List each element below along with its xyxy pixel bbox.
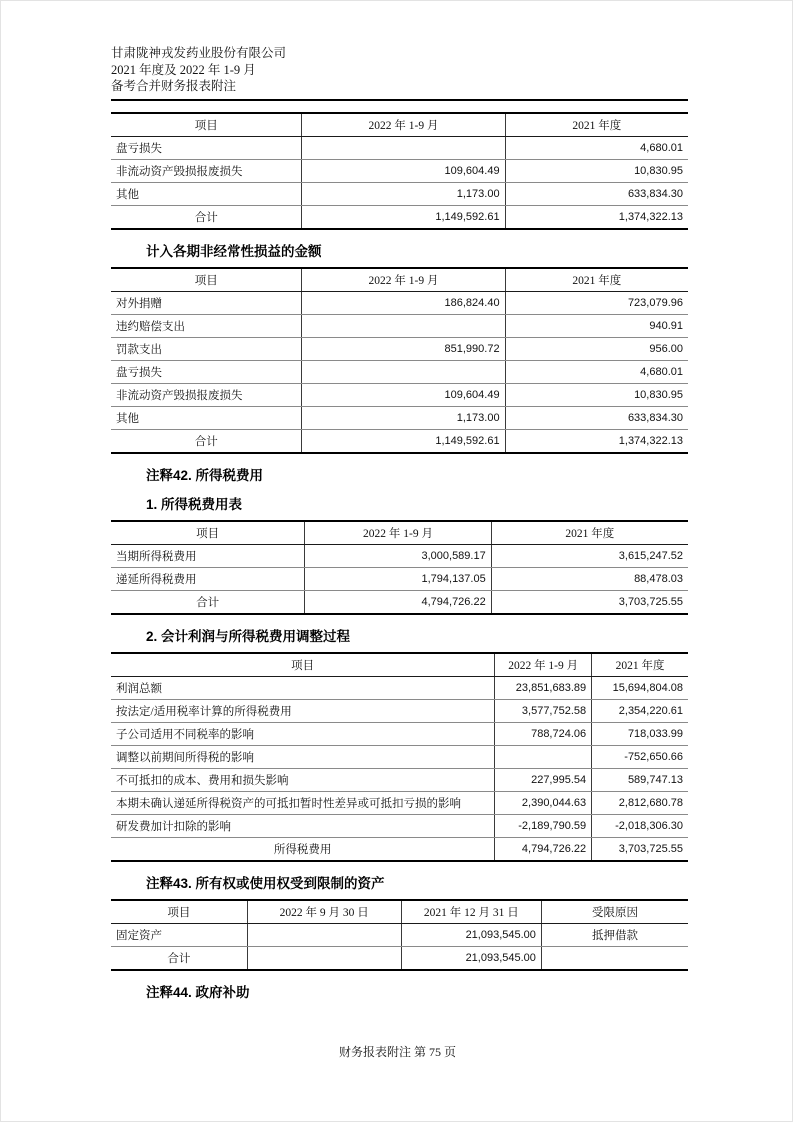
cell-value: 21,093,545.00 <box>401 946 541 970</box>
cell-value: 3,000,589.17 <box>305 544 491 567</box>
cell-value: 4,794,726.22 <box>305 590 491 614</box>
cell-value: 851,990.72 <box>302 337 505 360</box>
cell-value: -752,650.66 <box>592 745 688 768</box>
row-label: 不可抵扣的成本、费用和损失影响 <box>111 768 495 791</box>
cell-value <box>541 946 688 970</box>
cell-value: 4,680.01 <box>505 136 688 159</box>
cell-value: 723,079.96 <box>505 291 688 314</box>
table-row <box>111 814 688 837</box>
page-footer: 财务报表附注 第 75 页 <box>338 1045 456 1059</box>
row-label: 固定资产 <box>111 923 247 946</box>
cell-value: 2,354,220.61 <box>592 699 688 722</box>
cell-value: 1,374,322.13 <box>505 429 688 453</box>
cell-value: 1,173.00 <box>302 406 505 429</box>
row-label: 本期未确认递延所得税资产的可抵扣暂时性差异或可抵扣亏损的影响 <box>111 791 495 814</box>
nonrecurring-amounts-heading: 计入各期非经常性损益的金额 <box>146 243 322 259</box>
row-label: 罚款支出 <box>111 337 302 360</box>
column-header: 2021 年度 <box>491 521 688 545</box>
cell-value: 1,794,137.05 <box>305 567 491 590</box>
cell-value: 633,834.30 <box>505 406 688 429</box>
nonrecurring-losses-tail-table <box>111 112 688 230</box>
column-header: 2022 年 1-9 月 <box>302 268 505 292</box>
cell-value: 227,995.54 <box>495 768 592 791</box>
income-tax-expense-table <box>111 520 688 615</box>
column-header: 2022 年 1-9 月 <box>302 113 505 137</box>
table-row <box>111 159 688 182</box>
cell-value: 2,812,680.78 <box>592 791 688 814</box>
column-header: 项目 <box>111 268 302 292</box>
row-label: 研发费加计扣除的影响 <box>111 814 495 837</box>
total-row <box>111 429 688 453</box>
cell-value: 2,390,044.63 <box>495 791 592 814</box>
cell-value <box>302 136 505 159</box>
nonrecurring-amounts-table <box>111 267 688 454</box>
cell-value: 3,703,725.55 <box>592 837 688 861</box>
table-header-row <box>111 653 688 677</box>
cell-value: 1,374,322.13 <box>505 205 688 229</box>
table-row <box>111 314 688 337</box>
cell-value: 940.91 <box>505 314 688 337</box>
table-row <box>111 699 688 722</box>
restricted-assets-table <box>111 899 688 971</box>
table-row <box>111 136 688 159</box>
total-label: 合计 <box>194 435 218 448</box>
column-header: 2021 年度 <box>505 113 688 137</box>
tax-reconciliation-subheading: 2. 会计利润与所得税费用调整过程 <box>146 628 351 644</box>
cell-value: -2,189,790.59 <box>495 814 592 837</box>
table-row <box>111 722 688 745</box>
table-header-row <box>111 521 688 545</box>
cell-value: -2,018,306.30 <box>592 814 688 837</box>
row-label: 对外捐赠 <box>111 291 302 314</box>
tax-reconciliation-table <box>111 652 688 862</box>
cell-value: 589,747.13 <box>592 768 688 791</box>
cell-value: 718,033.99 <box>592 722 688 745</box>
note-44-heading: 注释44. 政府补助 <box>146 984 250 1000</box>
cell-value: 抵押借款 <box>541 923 688 946</box>
table-row <box>111 567 688 590</box>
cell-value: 23,851,683.89 <box>495 676 592 699</box>
table-row <box>111 791 688 814</box>
total-row <box>111 837 688 861</box>
column-header: 2022 年 1-9 月 <box>305 521 491 545</box>
company-name: 甘肃陇神戎发药业股份有限公司 <box>111 46 287 60</box>
row-label: 非流动资产毁损报废损失 <box>111 159 302 182</box>
cell-value: 186,824.40 <box>302 291 505 314</box>
column-header: 项目 <box>111 900 247 924</box>
row-label: 违约赔偿支出 <box>111 314 302 337</box>
row-label: 利润总额 <box>111 676 495 699</box>
table-row <box>111 745 688 768</box>
column-header: 项目 <box>111 521 305 545</box>
cell-value: 3,703,725.55 <box>491 590 688 614</box>
total-label: 合计 <box>167 952 191 965</box>
table-row <box>111 182 688 205</box>
column-header: 项目 <box>111 653 495 677</box>
note-42-heading: 注释42. 所得税费用 <box>146 467 264 483</box>
cell-value: 3,577,752.58 <box>495 699 592 722</box>
total-label: 所得税费用 <box>273 843 332 856</box>
column-header: 项目 <box>111 113 302 137</box>
cell-value <box>495 745 592 768</box>
cell-value: 4,794,726.22 <box>495 837 592 861</box>
cell-value <box>302 360 505 383</box>
total-row <box>111 205 688 229</box>
cell-value: 109,604.49 <box>302 159 505 182</box>
header-rule <box>111 99 688 101</box>
column-header: 2022 年 1-9 月 <box>495 653 592 677</box>
row-label: 子公司适用不同税率的影响 <box>111 722 495 745</box>
column-header: 2021 年度 <box>592 653 688 677</box>
report-period: 2021 年度及 2022 年 1-9 月 <box>111 62 256 77</box>
total-row <box>111 946 688 970</box>
column-header: 受限原因 <box>541 900 688 924</box>
cell-value: 1,149,592.61 <box>302 429 505 453</box>
cell-value <box>302 314 505 337</box>
table-header-row <box>111 268 688 292</box>
cell-value: 109,604.49 <box>302 383 505 406</box>
row-label: 调整以前期间所得税的影响 <box>111 745 495 768</box>
table-row <box>111 337 688 360</box>
note-43-heading: 注释43. 所有权或使用权受到限制的资产 <box>146 875 385 891</box>
cell-value: 788,724.06 <box>495 722 592 745</box>
table-row <box>111 291 688 314</box>
table-row <box>111 360 688 383</box>
row-label: 盘亏损失 <box>111 136 302 159</box>
table-row <box>111 544 688 567</box>
row-label: 按法定/适用税率计算的所得税费用 <box>111 699 495 722</box>
cell-value <box>247 923 401 946</box>
table-row <box>111 676 688 699</box>
total-label: 合计 <box>194 211 218 224</box>
cell-value: 88,478.03 <box>491 567 688 590</box>
table-header-row <box>111 900 688 924</box>
cell-value <box>247 946 401 970</box>
cell-value: 3,615,247.52 <box>491 544 688 567</box>
income-tax-table-subheading: 1. 所得税费用表 <box>146 496 243 512</box>
document-header <box>111 45 688 95</box>
document-page <box>1 1 792 1121</box>
table-row <box>111 923 688 946</box>
row-label: 其他 <box>111 182 302 205</box>
table-row <box>111 406 688 429</box>
row-label: 其他 <box>111 406 302 429</box>
report-title: 备考合并财务报表附注 <box>111 79 237 93</box>
column-header: 2021 年 12 月 31 日 <box>401 900 541 924</box>
cell-value: 1,149,592.61 <box>302 205 505 229</box>
table-row <box>111 768 688 791</box>
document-content <box>111 112 688 1000</box>
cell-value: 633,834.30 <box>505 182 688 205</box>
row-label: 递延所得税费用 <box>111 567 305 590</box>
column-header: 2022 年 9 月 30 日 <box>247 900 401 924</box>
cell-value: 1,173.00 <box>302 182 505 205</box>
total-row <box>111 590 688 614</box>
table-row <box>111 383 688 406</box>
cell-value: 10,830.95 <box>505 159 688 182</box>
cell-value: 4,680.01 <box>505 360 688 383</box>
cell-value: 10,830.95 <box>505 383 688 406</box>
row-label: 非流动资产毁损报废损失 <box>111 383 302 406</box>
cell-value: 956.00 <box>505 337 688 360</box>
cell-value: 15,694,804.08 <box>592 676 688 699</box>
total-label: 合计 <box>196 596 220 609</box>
table-header-row <box>111 113 688 137</box>
row-label: 当期所得税费用 <box>111 544 305 567</box>
row-label: 盘亏损失 <box>111 360 302 383</box>
column-header: 2021 年度 <box>505 268 688 292</box>
cell-value: 21,093,545.00 <box>401 923 541 946</box>
